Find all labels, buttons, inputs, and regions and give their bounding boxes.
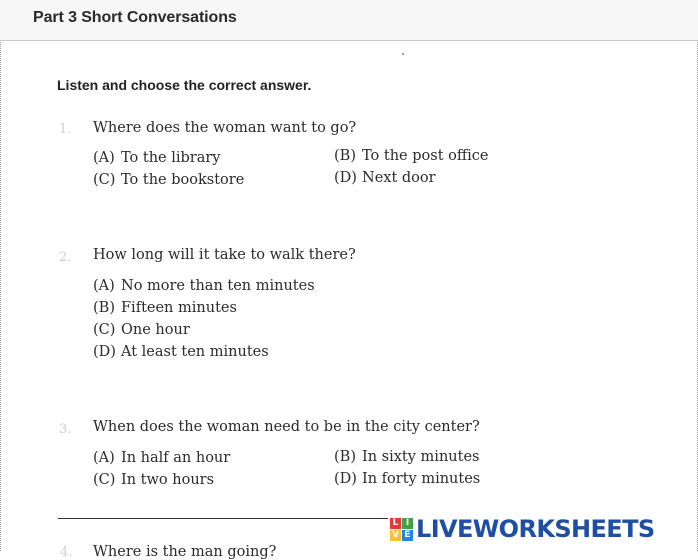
option-text: At least ten minutes: [121, 344, 269, 360]
option-text: No more than ten minutes: [121, 278, 315, 294]
question-number: 4.: [60, 545, 73, 560]
logo-letter: L: [390, 518, 401, 529]
question-text: When does the woman need to be in the city center?: [93, 419, 480, 435]
option-text: In forty minutes: [362, 471, 481, 487]
option-letter: (D): [334, 471, 357, 487]
question-text: Where does the woman want to go?: [93, 120, 357, 136]
option-letter: (B): [93, 300, 115, 316]
logo-letter: V: [390, 530, 401, 541]
question-text: How long will it take to walk there?: [93, 247, 356, 263]
answer-option[interactable]: [334, 449, 479, 465]
question-number: 2.: [59, 250, 72, 265]
option-text: To the post office: [362, 148, 489, 164]
option-text: In half an hour: [121, 450, 231, 466]
option-letter: (B): [334, 449, 356, 465]
option-text: In sixty minutes: [362, 449, 480, 465]
answer-option[interactable]: [93, 150, 221, 166]
option-text: To the bookstore: [121, 172, 245, 188]
option-text: Next door: [362, 170, 436, 186]
brand-name: LIVEWORKSHEETS: [416, 515, 655, 543]
option-text: One hour: [121, 322, 190, 338]
option-letter: (B): [334, 148, 356, 164]
option-letter: (D): [93, 344, 116, 360]
answer-option[interactable]: [334, 148, 489, 164]
answer-option[interactable]: [93, 172, 244, 188]
answer-option[interactable]: [334, 471, 480, 487]
divider-line: [58, 518, 388, 519]
answer-option[interactable]: [93, 472, 214, 488]
scan-speck: [402, 53, 404, 55]
option-letter: (A): [93, 450, 115, 466]
answer-option[interactable]: [93, 278, 315, 294]
option-letter: (A): [93, 150, 115, 166]
answer-option[interactable]: [93, 450, 230, 466]
option-letter: (D): [334, 170, 357, 186]
question-number: 3.: [59, 422, 72, 437]
section-header: [0, 0, 698, 41]
live-logo-icon: [390, 518, 413, 541]
logo-letter: I: [402, 518, 413, 529]
answer-option[interactable]: [334, 170, 436, 186]
liveworksheets-watermark: [390, 514, 655, 544]
option-letter: (C): [93, 472, 116, 488]
answer-option[interactable]: [93, 344, 269, 360]
section-title: Part 3 Short Conversations: [33, 9, 237, 26]
option-letter: (C): [93, 172, 116, 188]
question-text: Where is the man going?: [93, 544, 277, 560]
option-text: To the library: [121, 150, 221, 166]
option-text: Fifteen minutes: [121, 300, 237, 316]
answer-option[interactable]: [93, 322, 190, 338]
question-number: 1.: [59, 122, 72, 137]
option-text: In two hours: [121, 472, 215, 488]
answer-option[interactable]: [93, 300, 237, 316]
logo-letter: E: [402, 530, 413, 541]
option-letter: (A): [93, 278, 115, 294]
instruction-text: Listen and choose the correct answer.: [57, 77, 312, 93]
option-letter: (C): [93, 322, 116, 338]
